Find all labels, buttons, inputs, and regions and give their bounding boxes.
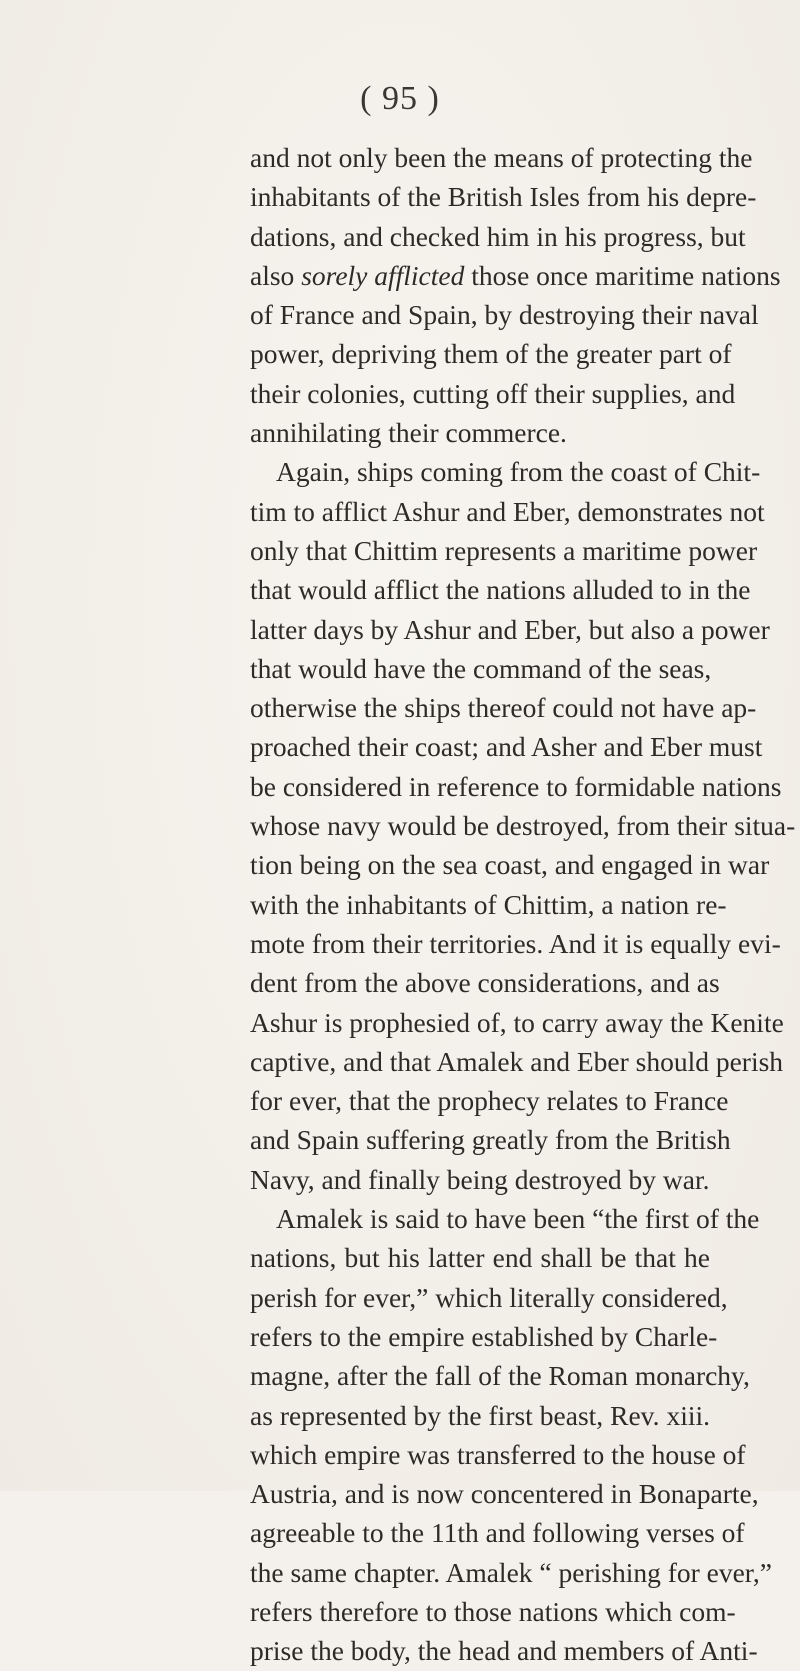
text-line: which empire was transferred to the house of — [250, 1438, 746, 1470]
text-line — [250, 256, 781, 295]
text-line: latter days by Ashur and Eber, but also a power — [250, 613, 770, 645]
text-line: refers to the empire established by Charle- — [250, 1320, 718, 1352]
page-number: ( 95 ) — [360, 80, 440, 117]
text-line: captive, and that Amalek and Eber should perish — [250, 1045, 784, 1077]
text-line: tim to afflict Ashur and Eber, demonstrates not — [250, 495, 765, 527]
text-line: with the inhabitants of Chittim, a nation re- — [250, 888, 727, 920]
text-line: for ever, that the prophecy relates to France — [250, 1085, 729, 1117]
text-line: the same chapter. Amalek “ perishing for ever,” — [250, 1556, 772, 1588]
text-line: otherwise the ships thereof could not have ap- — [250, 692, 757, 724]
text-line: agreeable to the 11th and following verses of — [250, 1517, 745, 1549]
text-line: and Spain suffering greatly from the British — [250, 1124, 731, 1156]
text-line: Navy, and finally being destroyed by war. — [250, 1163, 710, 1195]
text-line: Again, ships coming from the coast of Chit- — [276, 456, 761, 488]
text-line: their colonies, cutting off their supplies, and — [250, 377, 736, 409]
text-line: mote from their territories. And it is equally evi- — [250, 927, 781, 959]
text-line: dations, and checked him in his progress, but — [250, 220, 746, 252]
text-line: Amalek is said to have been “the first of the — [276, 1203, 760, 1235]
text-line: proached their coast; and Asher and Eber must — [250, 731, 763, 763]
text-line: inhabitants of the British Isles from his depre- — [250, 181, 757, 213]
body-text — [250, 138, 796, 1671]
text-line: and not only been the means of protecting the — [250, 142, 753, 173]
text-line: Austria, and is now concentered in Bonaparte, — [250, 1478, 759, 1510]
text-span: those once maritime nations — [464, 259, 781, 291]
text-line: tion being on the sea coast, and engaged in war — [250, 849, 770, 881]
text-line: refers therefore to those nations which com- — [250, 1595, 736, 1627]
text-line: prise the body, the head and members of Anti- — [250, 1635, 758, 1667]
text-line: nations, but his latter end shall be that he — [250, 1242, 710, 1274]
text-line: annihilating their commerce. — [250, 417, 567, 449]
text-span: also — [250, 259, 302, 291]
text-line: that would have the command of the seas, — [250, 652, 712, 684]
text-line: power, depriving them of the greater part of — [250, 338, 732, 370]
text-line: as represented by the first beast, Rev. xiii. — [250, 1399, 710, 1431]
text-line: that would afflict the nations alluded to in the — [250, 574, 751, 606]
text-line: Ashur is prophesied of, to carry away the Kenite — [250, 1006, 784, 1038]
text-line: whose navy would be destroyed, from their situa- — [250, 810, 796, 842]
text-line: only that Chittim represents a maritime power — [250, 534, 758, 566]
text-line: magne, after the fall of the Roman monarchy, — [250, 1360, 750, 1392]
italic-phrase: sorely afflicted — [301, 259, 465, 291]
text-line: perish for ever,” which literally considered, — [250, 1281, 728, 1313]
text-line: dent from the above considerations, and as — [250, 967, 720, 999]
text-line: of France and Spain, by destroying their naval — [250, 299, 759, 331]
text-line: be considered in reference to formidable nations — [250, 770, 782, 802]
